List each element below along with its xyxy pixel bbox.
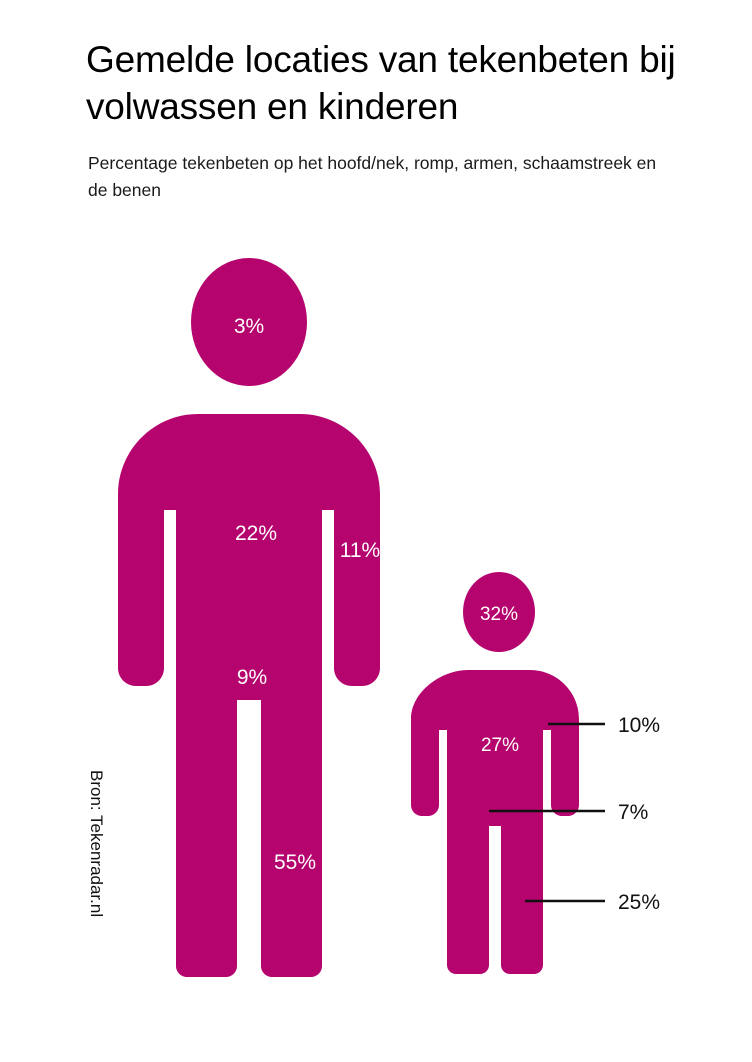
child-figure [411,572,660,974]
adult-body-shape [118,414,380,977]
adult-arms-label: 11% [339,539,381,562]
child-body-shape [411,670,579,974]
adult-torso-label: 22% [234,522,278,545]
child-torso-label: 27% [480,735,520,756]
adult-head-label: 3% [233,315,265,338]
child-head-label: 32% [479,604,519,625]
child-legs-label: 25% [618,891,661,914]
source-note: Bron: Tekenradar.nl [87,770,106,918]
child-groin-label: 7% [618,801,649,824]
child-arms-label: 10% [618,714,661,737]
page-subtitle: Percentage tekenbeten op het hoofd/nek, romp, armen, schaamstreek en de benen [88,153,657,201]
adult-groin-label: 9% [236,666,268,689]
adult-figure [118,258,380,977]
adult-legs-label: 55% [273,851,317,874]
page-title: Gemelde locaties van tekenbeten bij volwassen en kinderen [86,39,676,128]
